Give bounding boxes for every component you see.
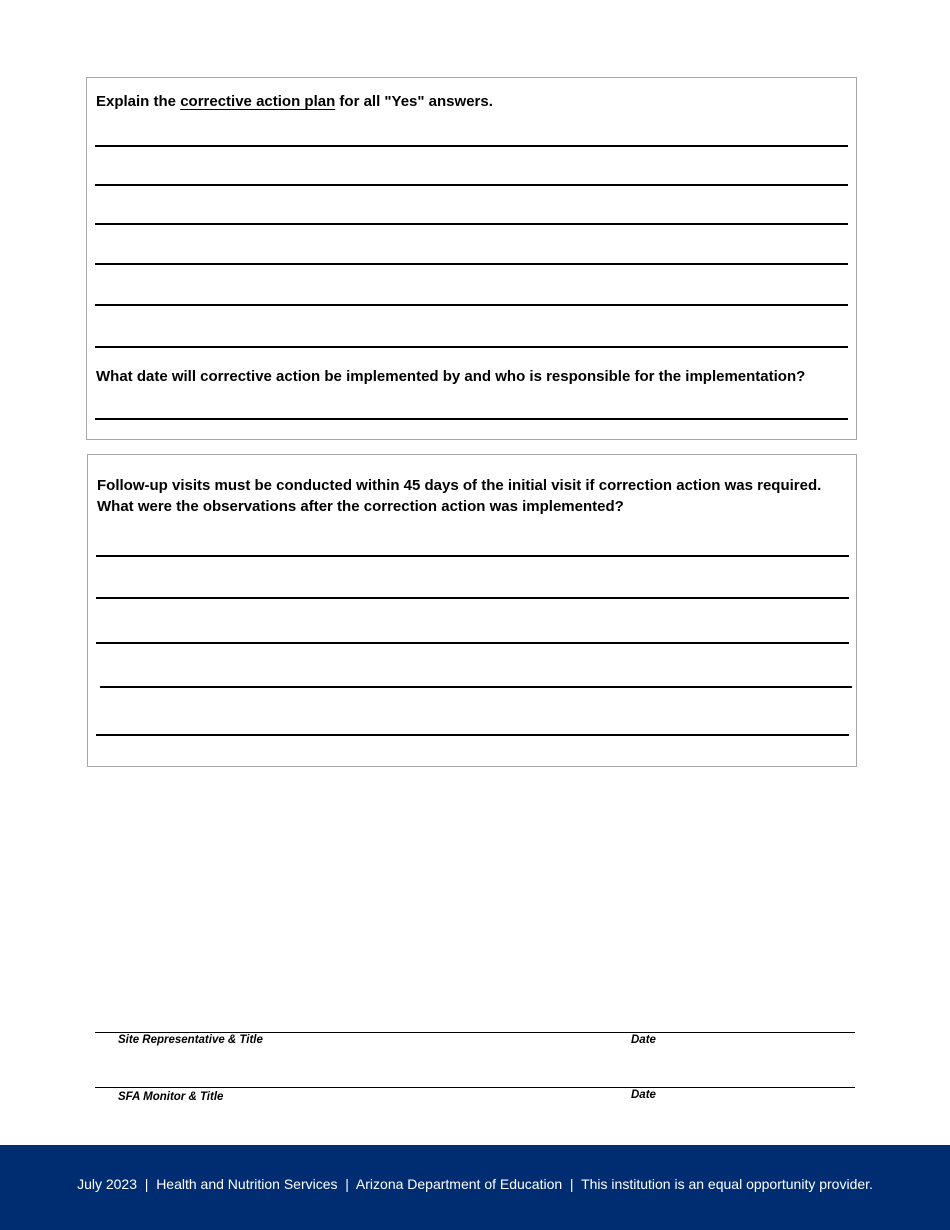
sfa-date-label: Date <box>631 1089 656 1101</box>
observation-line-3[interactable] <box>96 642 849 644</box>
prompt-suffix: for all "Yes" answers. <box>335 93 493 110</box>
sfa-monitor-signature-line[interactable] <box>95 1087 855 1088</box>
observation-line-1[interactable] <box>96 555 849 557</box>
answer-line-1[interactable] <box>95 145 848 147</box>
footer-text: July 2023 | Health and Nutrition Services | Arizona Department of Education | This institution is an equal opportunity provider. <box>77 1176 873 1192</box>
answer-line-4[interactable] <box>95 263 848 265</box>
implementation-answer-line[interactable] <box>95 418 848 420</box>
answer-line-2[interactable] <box>95 184 848 186</box>
site-representative-signature-line[interactable] <box>95 1032 855 1033</box>
sfa-monitor-label: SFA Monitor & Title <box>118 1091 224 1103</box>
page-footer <box>0 1145 950 1230</box>
answer-line-6[interactable] <box>95 346 848 348</box>
prompt-prefix: Explain the <box>96 93 181 110</box>
answer-line-3[interactable] <box>95 223 848 225</box>
answer-line-5[interactable] <box>95 304 848 306</box>
corrective-action-prompt <box>96 91 493 112</box>
follow-up-prompt-line-1: Follow-up visits must be conducted within 45 days of the initial visit if correction action was required. <box>97 477 822 494</box>
observation-line-4[interactable] <box>100 686 852 688</box>
follow-up-prompt-line-2: What were the observations after the correction action was implemented? <box>97 498 624 515</box>
implementation-date-question: What date will corrective action be implemented by and who is responsible for the implementation? <box>96 368 806 385</box>
observation-line-2[interactable] <box>96 597 849 599</box>
corrective-action-plan-link[interactable]: corrective action plan <box>180 93 336 110</box>
site-date-label: Date <box>631 1034 656 1046</box>
site-representative-label: Site Representative & Title <box>118 1034 263 1046</box>
observation-line-5[interactable] <box>96 734 849 736</box>
